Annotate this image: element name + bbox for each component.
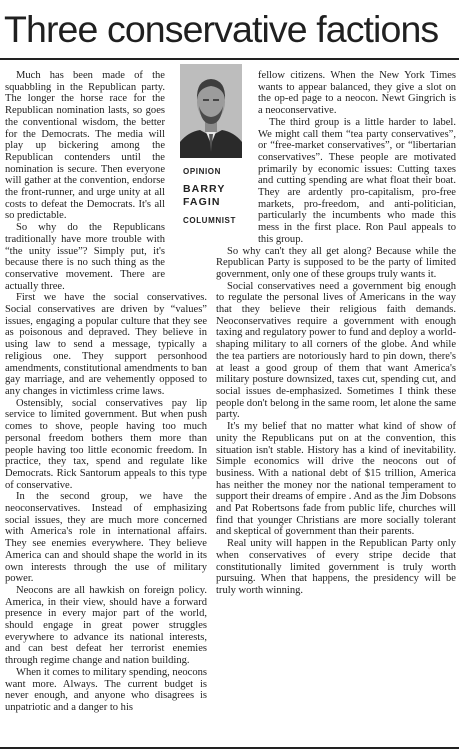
paragraph: fellow citizens. When the New York Times wants to appear balanced, they give a slot on the op-ed page to a neocon. Newt Gingrich is a neoconservative. xyxy=(258,70,456,117)
author-last-name: FAGIN xyxy=(183,196,221,208)
paragraph: So why can't they all get along? Because while the Republican Party is supposed to be the party of limited government, only one of these groups truly wants it. xyxy=(216,245,456,280)
paragraph: It's my belief that no matter what kind of show of unity the Republicans put on at the convention, this situation isn't stable. History has a kind of inevitability. Simple economics will drive the neocons out of business. With a national debt of $15 trillion, America has neither the money nor the national temperament to support their dreams of empire . And as the Jim Dobsons and Pat Robertsons fade from public life, churches will find that younger Christians are more socially tolerant and skeptical of government than their parents. xyxy=(216,421,456,538)
paragraph: Neocons are all hawkish on foreign policy. America, in their view, should have a forward presence in every major part of the world, should engage in great power struggles everywhere to advance its national interests, and can best defeat her terrorist enemies through regime change and nation building. xyxy=(5,584,207,667)
paragraph: Much has been made of the squabbling in the Republican party. The longer the horse race for the Republican nomination lasts, so goes the conventional wisdom, the better for the Democrats. The media will play up bickering among the Republican contenders until the nomination is secure. Then everyone will gather at the convention, endorse the front-runner, and urge unity at all costs to defeat the Democrats. It's all so predictable. xyxy=(5,70,165,222)
headline: Three conservative factions xyxy=(4,8,439,50)
byline-role: COLUMNIST xyxy=(183,216,236,225)
paragraph: The third group is a little harder to label. We might call them “tea party conservatives”, or “free-market conservatives”, or “libertarian conservatives”. These people are motivated primarily by economic issues: Cutting taxes and cutting spending are what float their boat. They are ardently pro-capitalism, pro-free markets, pro-freedom, and anti-politician, particularly the incumbents who made this mess in the first place. Ron Paul appeals to this group. xyxy=(258,116,456,245)
paragraph: When it comes to military spending, neocons want more. Always. The current budget is never enough, and anyone who disagrees is unpatriotic and a danger to his xyxy=(5,666,207,713)
article-column-2 xyxy=(216,70,456,745)
paragraph: Real unity will happen in the Republican Party only when conservatives of every stripe decide that constitutionally limited government is truly worth pursuing. When that happens, the presidency will be truly worth winning. xyxy=(216,538,456,596)
article-column-1 xyxy=(5,70,207,745)
paragraph: In the second group, we have the neoconservatives. Instead of emphasizing social issues, they are much more concerned with America's role in international affairs. They see enemies everywhere. They believe America can and should shape the world in its own interests through the use of military power. xyxy=(5,491,207,585)
paragraph: Ostensibly, social conservatives pay lip service to limited government. But when push comes to shove, people having too much personal freedom bothers them more than people having too little economic freedom. In practice, they tax, spend and regulate like Democrats. Rick Santorum appeals to this type of conservative. xyxy=(5,397,207,491)
byline-section-label: OPINION xyxy=(183,167,221,176)
paragraph: First we have the social conservatives. Social conservatives are driven by “values” issues, engaging a popular culture that they see as poisonous and depraved. They believe in using law to send a message, typically a religious one. They support personhood amendments, constitutional amendments to ban gay marriage, and are vehemently opposed to any changes in victimless crime laws. xyxy=(5,292,207,397)
paragraph: Social conservatives need a government big enough to regulate the personal lives of Americans in the way that they believe their religious faith demands. Neoconservatives require a government with enough taxing and regulatory power to fund and deploy a world-shaping military to all corners of the globe. And while the tea partiers are notoriously hard to pin down, there's at least a good group of them that want America's military posture downsized, taxes cut, spending cut, and social issues de-emphasized. Sometimes I think these people don't belong in the same room, let alone the same party. xyxy=(216,280,456,421)
headline-rule xyxy=(0,58,459,60)
footer-rule xyxy=(0,747,459,749)
author-first-name: BARRY xyxy=(183,183,226,195)
paragraph: So why do the Republicans traditionally have more trouble with “the unity issue”? Simply put, it's because there is no such thing as the conservative movement. There are actually three. xyxy=(5,222,165,292)
